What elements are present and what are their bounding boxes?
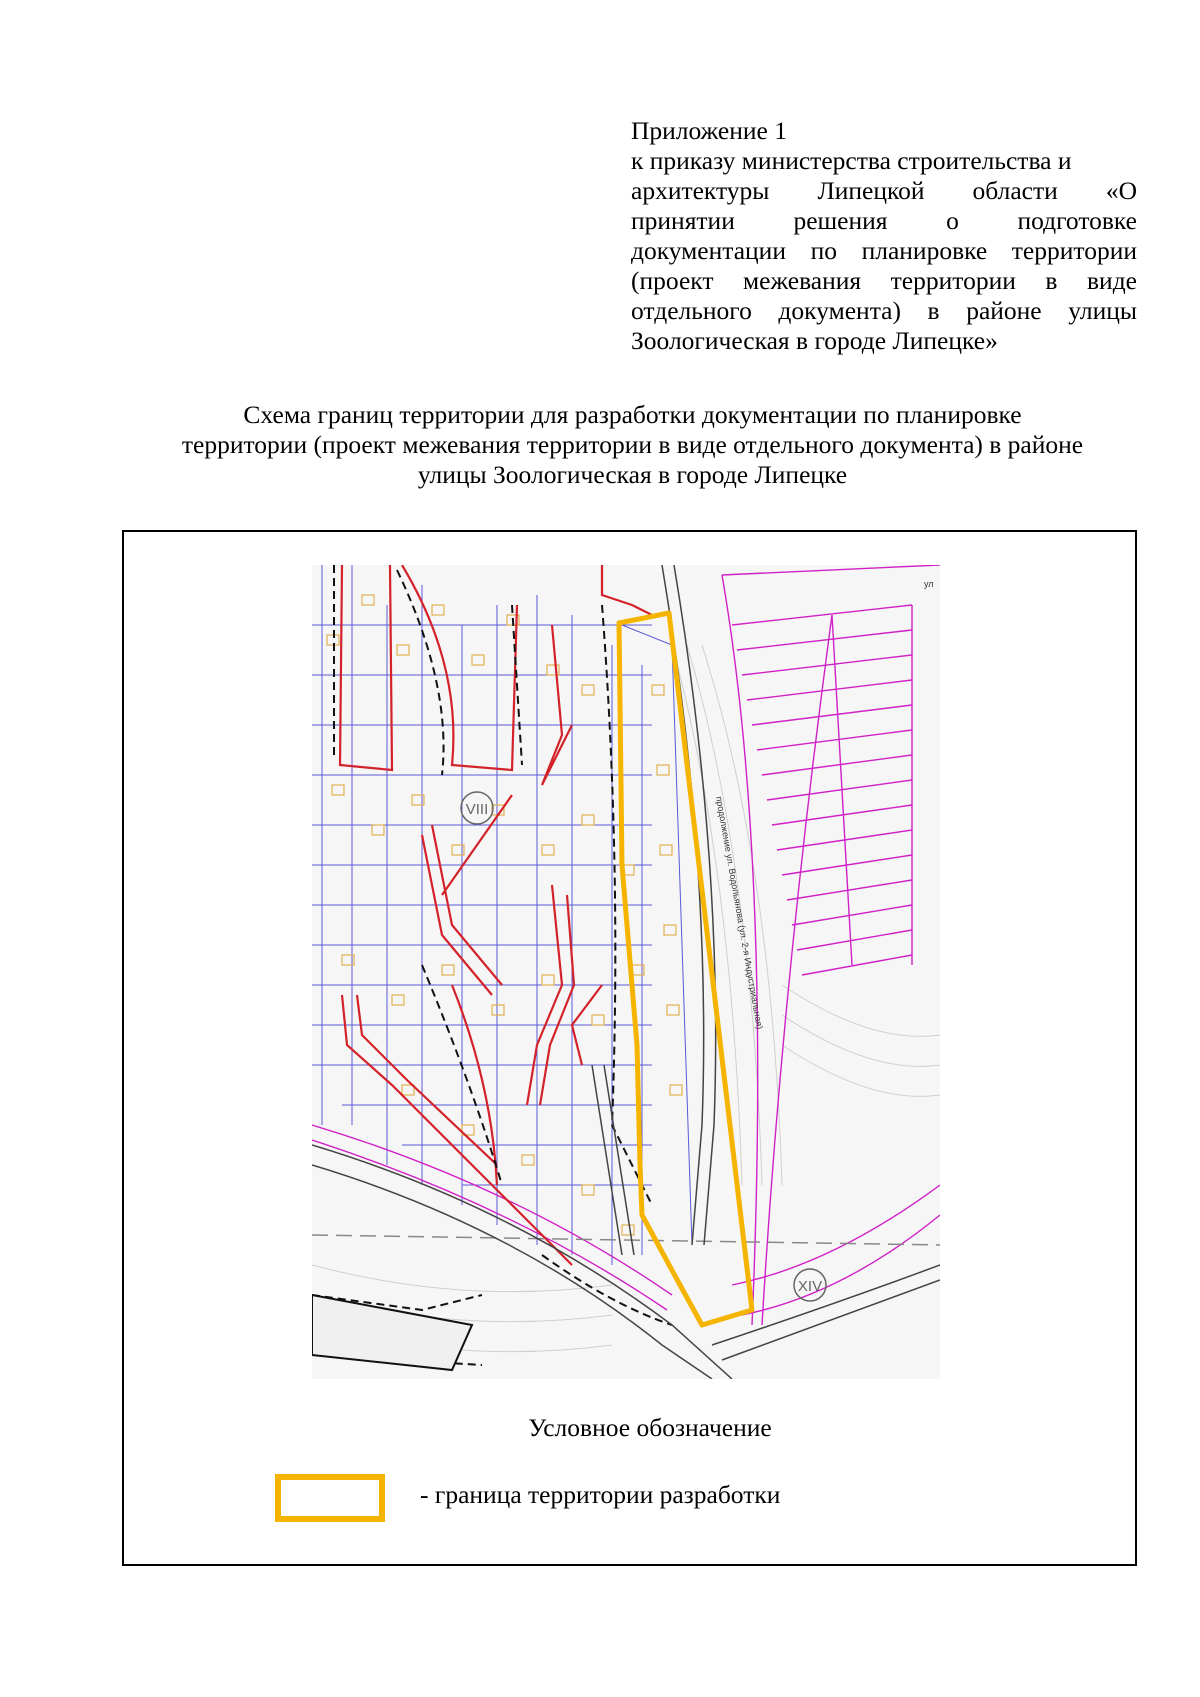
district-label-2: XIV bbox=[797, 1278, 823, 1295]
appendix-line: отдельного документа) в районе улицы bbox=[631, 296, 1137, 325]
appendix-line: принятии решения о подготовке bbox=[631, 206, 1137, 235]
map-svg bbox=[312, 565, 940, 1379]
title-line: территории (проект межевания территории в виде отдельного документа) в районе bbox=[181, 430, 1084, 459]
appendix-header bbox=[631, 116, 1137, 356]
appendix-line: Приложение 1 bbox=[631, 116, 787, 145]
appendix-line: (проект межевания территории в виде bbox=[631, 266, 1137, 295]
dashed-lines bbox=[312, 565, 940, 1365]
road-label: продолжение ул. Водопьянова (ул. 2-я Индустриальная) bbox=[714, 795, 765, 1030]
legend-swatch bbox=[275, 1474, 385, 1522]
title-line: улицы Зоологическая в городе Липецке bbox=[417, 460, 848, 489]
legend-title: Условное обозначение bbox=[528, 1413, 772, 1442]
document-title bbox=[110, 400, 1155, 490]
appendix-line: архитектуры Липецкой области «О bbox=[631, 176, 1137, 205]
road-lines bbox=[312, 565, 940, 1379]
title-line: Схема границ территории для разработки документации по планировке bbox=[243, 400, 1022, 429]
territory-map bbox=[312, 565, 940, 1379]
development-boundary bbox=[619, 613, 752, 1325]
appendix-line: Зоологическая в городе Липецке» bbox=[631, 326, 998, 355]
district-label-1: VIII bbox=[465, 801, 489, 818]
contour-lines bbox=[312, 645, 940, 1352]
corner-label: ул bbox=[924, 579, 934, 589]
legend-item-text: - граница территории разработки bbox=[420, 1480, 781, 1509]
appendix-line: к приказу министерства строительства и bbox=[631, 146, 1072, 175]
appendix-line: документации по планировке территории bbox=[631, 236, 1137, 265]
building-footprints bbox=[327, 595, 682, 1235]
